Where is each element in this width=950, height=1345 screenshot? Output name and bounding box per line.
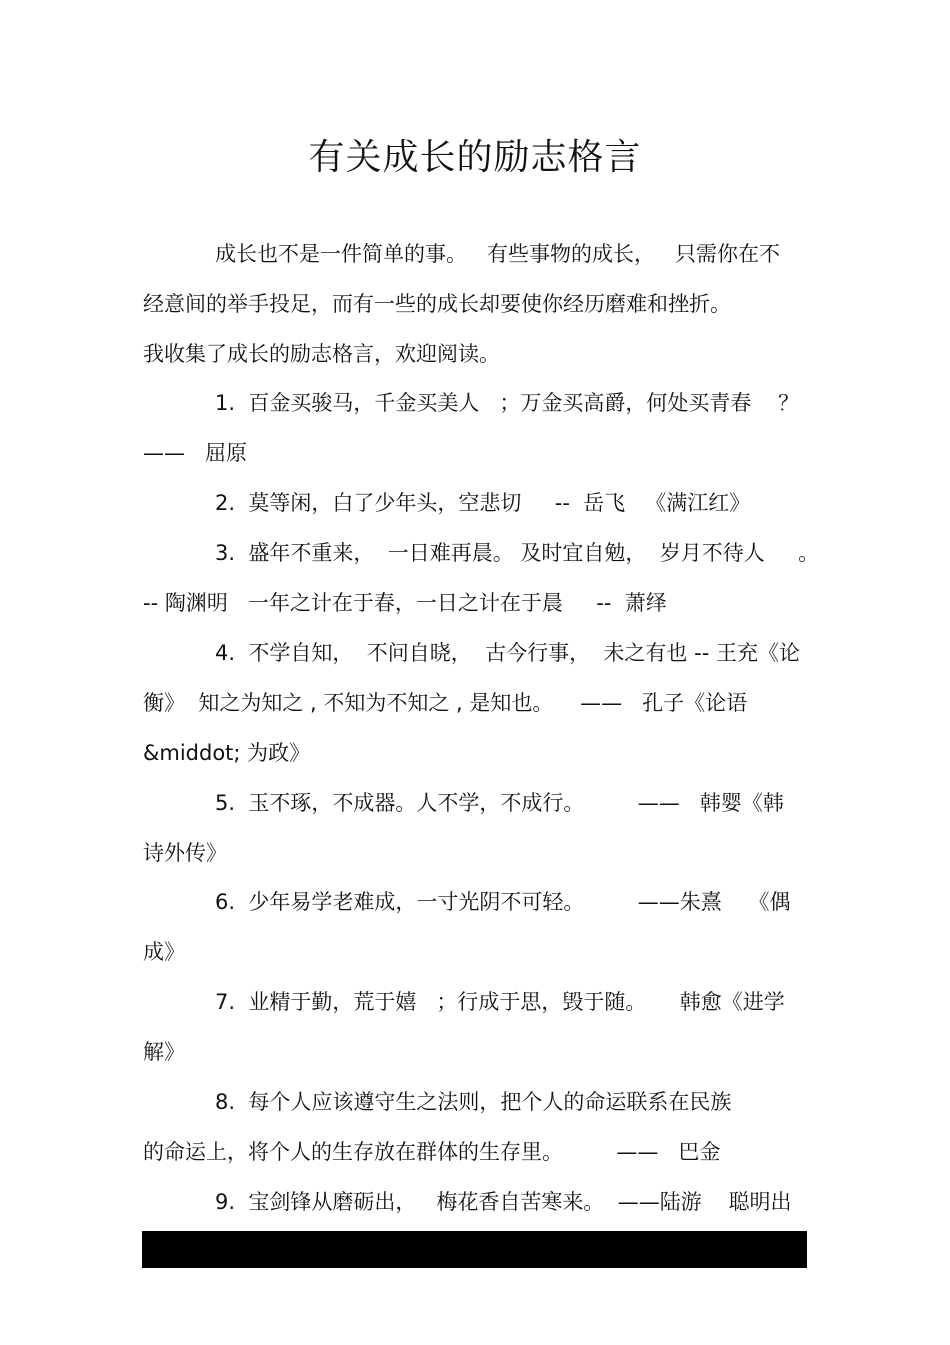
document-title: 有关成长的励志格言 bbox=[308, 137, 642, 178]
quote-line: -- 陶渊明 一年之计在于春，一日之计在于晨 -- 萧绎 bbox=[143, 591, 667, 615]
quote-line: —— 屈原 bbox=[143, 441, 248, 465]
paragraph-line: 成长也不是一件简单的事。 有些事物的成长， 只需你在不 bbox=[215, 242, 781, 266]
quote-line: 诗外传》 bbox=[143, 841, 227, 865]
quote-line: 成》 bbox=[143, 940, 185, 964]
quote-line: 9. 宝剑锋从磨砺出， 梅花香自苦寒来。 ——陆游 聪明出 bbox=[215, 1190, 792, 1214]
paragraph-line: 我收集了成长的励志格言，欢迎阅读。 bbox=[143, 342, 500, 366]
paragraph-line: 经意间的举手投足，而有一些的成长却要使你经历磨难和挫折。 bbox=[143, 292, 731, 316]
quote-line: 4. 不学自知， 不问自晓， 古今行事， 未之有也 -- 王充《论 bbox=[215, 641, 800, 665]
quote-line: 5. 玉不琢，不成器。人不学，不成行。 —— 韩婴《韩 bbox=[215, 791, 784, 815]
quote-line: 7. 业精于勤，荒于嬉 ；行成于思，毁于随。 韩愈《进学 bbox=[215, 990, 785, 1014]
quote-line: &middot; 为政》 bbox=[143, 741, 311, 765]
quote-line: 2. 莫等闲，白了少年头，空悲切 -- 岳飞 《满江红》 bbox=[215, 491, 751, 515]
quote-line: 解》 bbox=[143, 1040, 185, 1064]
redaction-bar bbox=[142, 1231, 807, 1268]
quote-line: 3. 盛年不重来， 一日难再晨。 及时宜自勉， 岁月不待人 。 bbox=[215, 541, 820, 565]
quote-line: 的命运上，将个人的生存放在群体的生存里。 —— 巴金 bbox=[143, 1140, 721, 1164]
quote-line: 8. 每个人应该遵守生之法则，把个人的命运联系在民族 bbox=[215, 1090, 732, 1114]
quote-line: 1. 百金买骏马，千金买美人 ；万金买高爵，何处买青春 ？ bbox=[215, 391, 800, 415]
quote-line: 衡》 知之为知之 , 不知为不知之 , 是知也。 —— 孔子《论语 bbox=[143, 691, 748, 715]
quote-line: 6. 少年易学老难成，一寸光阴不可轻。 ——朱熹 《偶 bbox=[215, 890, 791, 914]
